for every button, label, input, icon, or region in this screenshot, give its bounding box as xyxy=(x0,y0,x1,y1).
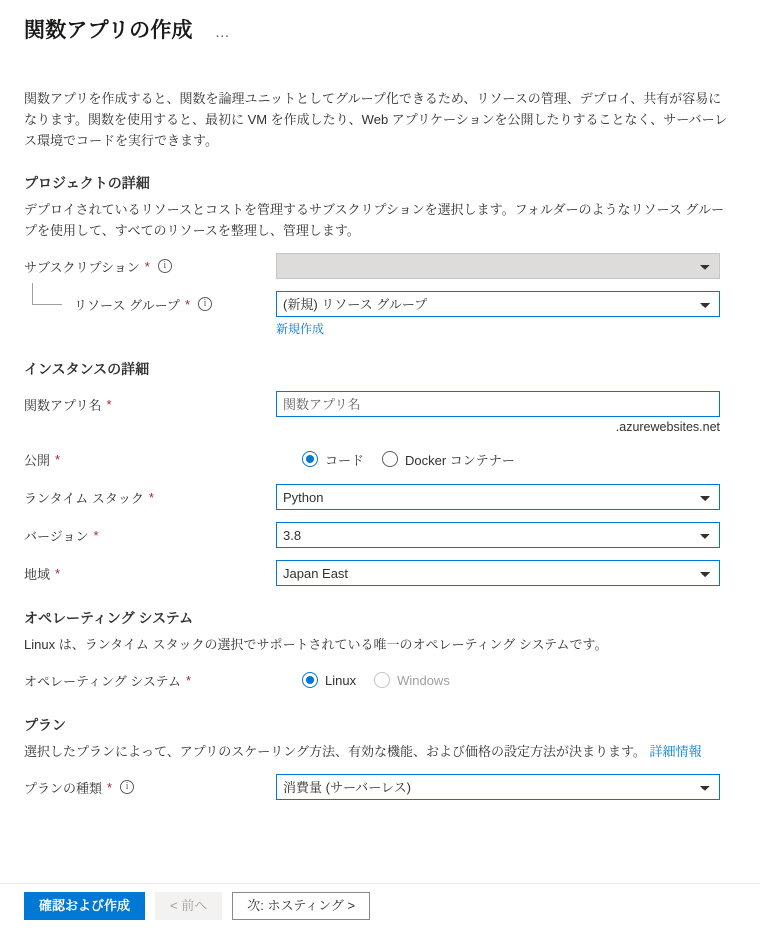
region-label-text: 地域 xyxy=(24,566,51,582)
project-details-description: デプロイされているリソースとコストを管理するサブスクリプションを選択します。フォルダーのようなリソース グループを使用して、すべてのリソースを整理し、管理します。 xyxy=(24,202,725,238)
operating-system-heading: オペレーティング システム xyxy=(24,610,194,626)
version-label xyxy=(24,526,276,545)
operating-system-label-text: オペレーティング システム xyxy=(24,673,182,689)
publish-required-marker: * xyxy=(55,451,61,467)
plan-type-label-text: プランの種類 xyxy=(24,780,103,796)
os-option-linux-label: Linux xyxy=(325,672,357,688)
plan-heading: プラン xyxy=(24,717,66,733)
runtime-stack-label xyxy=(24,488,276,507)
plan-type-label xyxy=(24,778,276,797)
subscription-required-marker: * xyxy=(144,258,150,274)
publish-radio-group xyxy=(276,450,515,469)
version-row xyxy=(24,522,736,548)
os-option-windows-label: Windows xyxy=(397,672,450,688)
subscription-label-text: サブスクリプション xyxy=(24,259,140,275)
runtime-stack-select[interactable] xyxy=(276,484,720,510)
project-details-heading: プロジェクトの詳細 xyxy=(24,175,150,191)
app-name-field xyxy=(276,391,720,417)
create-new-resource-group-link[interactable]: 新規作成 xyxy=(276,322,325,336)
operating-system-label xyxy=(24,671,276,690)
publish-option-code[interactable] xyxy=(302,450,364,469)
app-name-suffix-row xyxy=(24,420,736,434)
radio-selected-icon xyxy=(302,451,318,467)
region-label xyxy=(24,564,276,583)
resource-group-field xyxy=(276,291,720,317)
operating-system-radio-group xyxy=(276,672,450,688)
next-hosting-button[interactable]: 次: ホスティング > xyxy=(232,892,370,920)
app-name-label xyxy=(24,395,276,414)
runtime-stack-label-text: ランタイム スタック xyxy=(24,490,144,506)
intro-text: 関数アプリを作成すると、関数を論理ユニットとしてグループ化できるため、リソースの管理、デプロイ、共有が容易になります。関数を使用すると、最初に VM を作成したり、Web アプリケーションを公開したりすることなく、サーバーレス環境でコードを実行できます。 xyxy=(24,91,728,148)
plan-description: 選択したプランによって、アプリのスケーリング方法、有効な機能、および価格の設定方法が決まります。 xyxy=(24,744,646,759)
resource-group-info-icon[interactable]: i xyxy=(198,297,212,311)
operating-system-row xyxy=(24,667,736,693)
plan-learn-more-link[interactable]: 詳細情報 xyxy=(649,744,702,759)
version-select[interactable] xyxy=(276,522,720,548)
page-title: 関数アプリの作成 xyxy=(24,19,193,42)
subscription-info-icon[interactable]: i xyxy=(158,259,172,273)
resource-group-required-marker: * xyxy=(184,296,190,312)
plan-type-row xyxy=(24,774,736,800)
plan-description-wrap xyxy=(24,741,730,762)
radio-disabled-icon xyxy=(374,672,390,688)
instance-details-heading: インスタンスの詳細 xyxy=(24,361,150,377)
subscription-field xyxy=(276,253,720,279)
radio-unselected-icon xyxy=(382,451,398,467)
os-option-linux[interactable] xyxy=(302,672,356,688)
previous-button: < 前へ xyxy=(155,892,222,920)
plan-type-field xyxy=(276,774,720,800)
version-label-text: バージョン xyxy=(24,528,89,544)
resource-group-label-text: リソース グループ xyxy=(74,297,180,313)
footer-actions xyxy=(24,892,370,920)
subscription-select[interactable] xyxy=(276,253,720,279)
review-and-create-button[interactable]: 確認および作成 xyxy=(24,892,145,920)
runtime-stack-required-marker: * xyxy=(148,489,154,505)
subscription-row xyxy=(24,253,736,279)
publish-option-docker-label: Docker コンテナー xyxy=(405,452,515,468)
resource-group-select[interactable] xyxy=(276,291,720,317)
publish-label xyxy=(24,450,276,469)
resource-group-row xyxy=(24,291,736,317)
operating-system-required-marker: * xyxy=(186,672,192,688)
publish-label-text: 公開 xyxy=(24,452,51,468)
region-row xyxy=(24,560,736,586)
create-new-resource-group-link-wrap xyxy=(276,320,736,337)
publish-row xyxy=(24,446,736,472)
more-options-icon[interactable]: … xyxy=(214,23,230,41)
app-name-input[interactable] xyxy=(276,391,720,417)
app-name-row xyxy=(24,391,736,417)
plan-type-required-marker: * xyxy=(107,779,113,795)
app-name-required-marker: * xyxy=(106,396,112,412)
tree-elbow-connector xyxy=(32,283,62,305)
title-bar xyxy=(24,0,736,46)
version-field xyxy=(276,522,720,548)
footer-divider xyxy=(0,883,760,884)
resource-group-label xyxy=(24,295,276,314)
app-name-domain-suffix: .azurewebsites.net xyxy=(615,420,720,434)
subscription-label xyxy=(24,257,276,276)
runtime-stack-field xyxy=(276,484,720,510)
region-required-marker: * xyxy=(55,565,61,581)
publish-option-code-label: コード xyxy=(325,452,365,468)
publish-option-docker[interactable] xyxy=(382,450,515,469)
plan-type-select[interactable] xyxy=(276,774,720,800)
radio-selected-icon xyxy=(302,672,318,688)
operating-system-description: Linux は、ランタイム スタックの選択でサポートされている唯一のオペレーティング システムです。 xyxy=(24,637,608,652)
os-option-windows xyxy=(374,672,450,688)
region-field xyxy=(276,560,720,586)
app-name-label-text: 関数アプリ名 xyxy=(24,397,102,413)
plan-type-info-icon[interactable]: i xyxy=(120,780,134,794)
region-select[interactable] xyxy=(276,560,720,586)
version-required-marker: * xyxy=(93,527,99,543)
runtime-stack-row xyxy=(24,484,736,510)
